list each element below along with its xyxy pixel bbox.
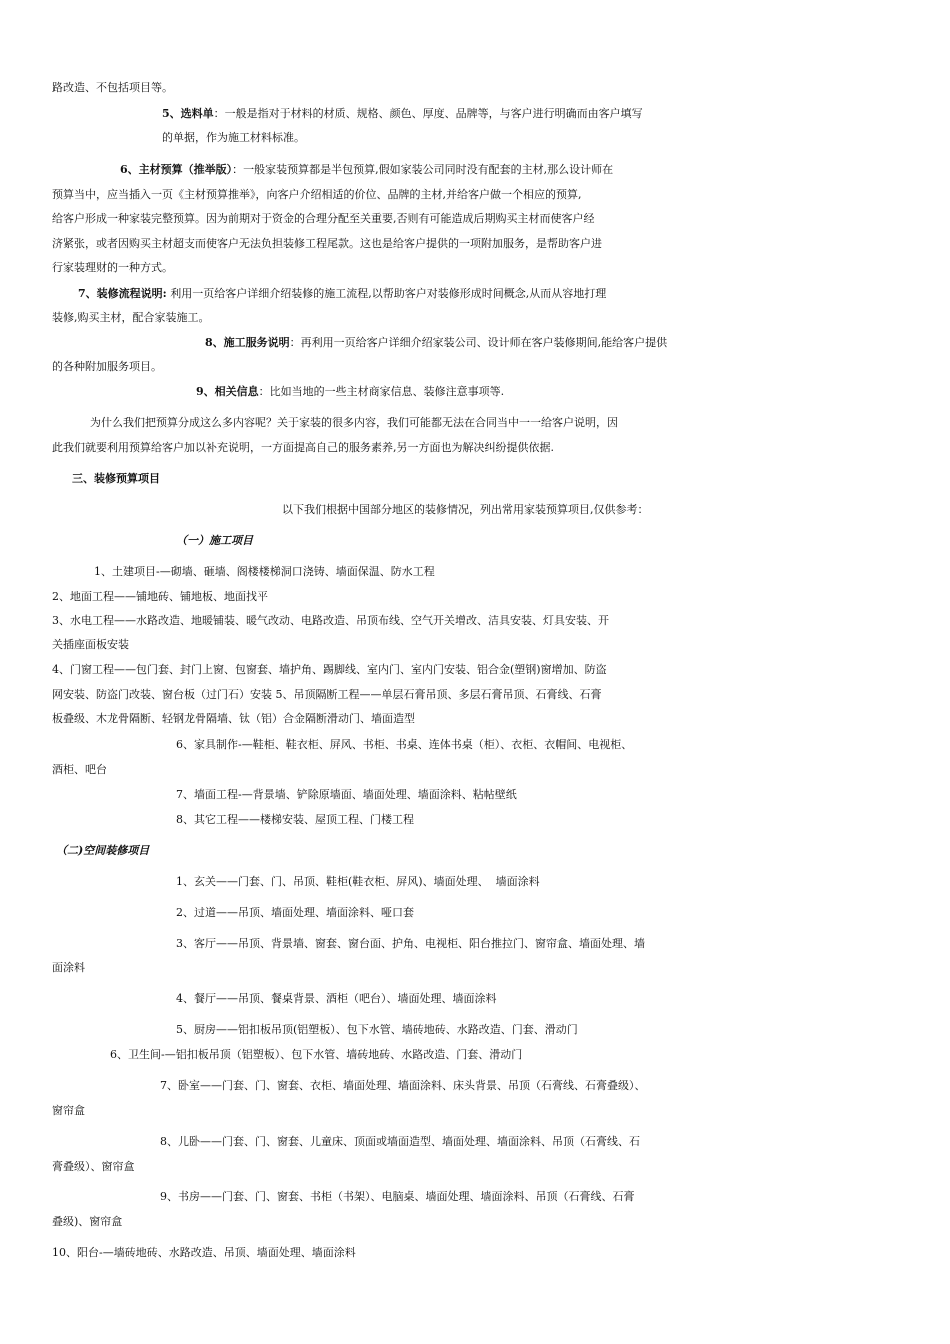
list-item [0,1132,950,1152]
list-item [0,735,950,755]
item-select-list [0,104,950,124]
text-line [0,234,950,254]
text: 5、厨房——铝扣板吊顶(铝塑板）、包下水管、墙砖地砖、水路改造、门套、滑动门 [176,1023,578,1036]
list-item [0,934,950,954]
text: 3、水电工程——水路改造、地暖铺装、暖气改动、电路改造、吊顶布线、空气开关增改、洁具安装、灯具安装、开 [52,614,609,627]
text: 的各种附加服务项目。 [52,360,162,373]
list-item-cont [0,1101,950,1121]
item-main-material-budget [0,160,950,180]
text: （二)空间装修项目 [56,844,150,857]
text: 以下我们根据中国部分地区的装修情况，列出常用家装预算项目,仅供参考： [282,503,649,516]
text: 济紧张，或者因购买主材超支而使客户无法负担装修工程尾款。这也是给客户提供的一项附加服务，是帮助客户进 [52,237,602,250]
item-related-info [0,382,950,402]
list-item [0,1076,950,1096]
text: 8、儿卧——门套、门、窗套、儿童床、顶面或墙面造型、墙面处理、墙面涂料、吊顶（石膏线、石 [160,1135,640,1148]
list-item-cont [0,685,950,705]
text-line [0,128,950,148]
list-item [0,611,950,631]
item-heading: 8、施工服务说明 [205,336,290,349]
list-item-cont [0,1157,950,1177]
list-item [0,989,950,1009]
list-item-cont [0,1212,950,1232]
item-process-description [0,284,950,304]
text: 4、门窗工程——包门套、封门上窗、包窗套、墙护角、踢脚线、室内门、室内门安装、铝合金(塑钢)窗增加、防盗 [52,663,607,676]
text: ：一般家装预算都是半包预算,假如家装公司同时没有配套的主材,那么设计师在 [232,163,614,176]
text: 板叠级、木龙骨隔断、轻钢龙骨隔墙、钛（铝）合金隔断滑动门、墙面造型 [52,712,415,725]
text: ：比如当地的一些主材商家信息、装修注意事项等. [258,385,505,398]
item-heading: 9、相关信息 [196,385,259,398]
text: 利用一页给客户详细介绍装修的施工流程,以帮助客户对装修形成时间概念,从而从容地打理 [166,287,607,300]
text: 膏叠级）、窗帘盒 [52,1160,135,1173]
text: 7、墙面工程-—背景墙、铲除原墙面、墙面处理、墙面涂料、粘帖壁纸 [176,788,517,801]
text-line [0,357,950,377]
text: 行家装理财的一种方式。 [52,261,173,274]
text: ：再利用一页给客户详细介绍家装公司、设计师在客户装修期间,能给客户提供 [289,336,668,349]
text: （一）施工项目 [176,534,253,547]
text: 6、家具制作-—鞋柜、鞋衣柜、屏风、书柜、书桌、连体书桌（柜）、衣柜、衣帽间、电视柜、 [176,738,633,751]
text: 3、客厅——吊顶、背景墙、窗套、窗台面、护角、电视柜、阳台推拉门、窗帘盒、墙面处理、墙 [176,937,645,950]
text: 4、餐厅——吊顶、餐桌背景、酒柜（吧台）、墙面处理、墙面涂料 [176,992,497,1005]
text: 叠级)、窗帘盒 [52,1215,123,1228]
text: 9、书房——门套、门、窗套、书柜（书架）、电脑桌、墙面处理、墙面涂料、吊顶（石膏线、石膏 [160,1190,635,1203]
list-item [0,587,950,607]
list-item [0,1243,950,1263]
item-service-description [0,333,950,353]
text: 预算当中，应当插入一页《主材预算推举》，向客户介绍相适的价位、品牌的主材,并给客户做一个相应的预算, [52,188,582,201]
text: 1、土建项目-—砌墙、砸墙、阁楼楼梯洞口浇铸、墙面保温、防水工程 [94,565,435,578]
list-item-cont [0,709,950,729]
text: 关插座面板安装 [52,638,129,651]
text: ：一般是指对于材料的材质、规格、颜色、厚度、品牌等，与客户进行明确而由客户填写 [213,107,643,120]
subsection-heading-construction [0,531,950,551]
text: 1、玄关——门套、门、吊顶、鞋柜(鞋衣柜、屏风)、墙面处理、 墙面涂料 [176,875,540,888]
list-item [0,1187,950,1207]
list-item [0,903,950,923]
text: 给客户形成一种家装完整预算。因为前期对于资金的合理分配至关重要,否则有可能造成后期购买主材而使客户经 [52,212,595,225]
text-line [0,209,950,229]
section-intro [0,500,950,520]
paragraph-line [0,413,950,433]
text: 酒柜、吧台 [52,763,107,776]
list-item-cont [0,760,950,780]
item-heading: 6、主材预算（推举版） [120,163,233,176]
list-item [0,785,950,805]
text: 7、卧室——门套、门、窗套、衣柜、墙面处理、墙面涂料、床头背景、吊顶（石膏线、石膏叠级）、 [160,1079,646,1092]
subsection-heading-space [0,841,950,861]
text: 网安装、防盗门改装、窗台板（过门石）安装 5、吊顶隔断工程——单层石膏吊顶、多层石膏吊顶、石膏线、石膏 [52,688,602,701]
text: 8、其它工程——楼梯安装、屋顶工程、门楼工程 [176,813,414,826]
text: 为什么我们把预算分成这么多内容呢？关于家装的很多内容，我们可能都无法在合同当中一一给客户说明，因 [90,416,618,429]
list-item [0,1020,950,1040]
item-heading: 5、选料单 [162,107,214,120]
text-line [0,308,950,328]
text: 2、地面工程——铺地砖、铺地板、地面找平 [52,590,268,603]
text-line [0,78,950,98]
text: 10、阳台-—墙砖地砖、水路改造、吊顶、墙面处理、墙面涂料 [52,1246,356,1259]
text: 面涂料 [52,961,85,974]
list-item [0,660,950,680]
list-item-cont [0,958,950,978]
list-item [0,1045,950,1065]
text: 三、装修预算项目 [72,472,160,485]
text: 装修,购买主材，配合家装施工。 [52,311,210,324]
text: 6、卫生间-—铝扣板吊顶（铝塑板）、包下水管、墙砖地砖、水路改造、门套、滑动门 [110,1048,523,1061]
list-item [0,562,950,582]
paragraph-line [0,438,950,458]
text: 的单据，作为施工材料标准。 [162,131,305,144]
text: 窗帘盒 [52,1104,85,1117]
text: 此我们就要利用预算给客户加以补充说明，一方面提高自己的服务素养,另一方面也为解决纠纷提供依据. [52,441,554,454]
text: 路改造、不包括项目等。 [52,81,173,94]
list-item [0,872,950,892]
section-heading [0,469,950,489]
item-heading: 7、装修流程说明: [78,287,167,300]
text: 2、过道——吊顶、墙面处理、墙面涂料、哑口套 [176,906,414,919]
list-item [0,810,950,830]
list-item-cont [0,635,950,655]
text-line [0,185,950,205]
text-line [0,258,950,278]
